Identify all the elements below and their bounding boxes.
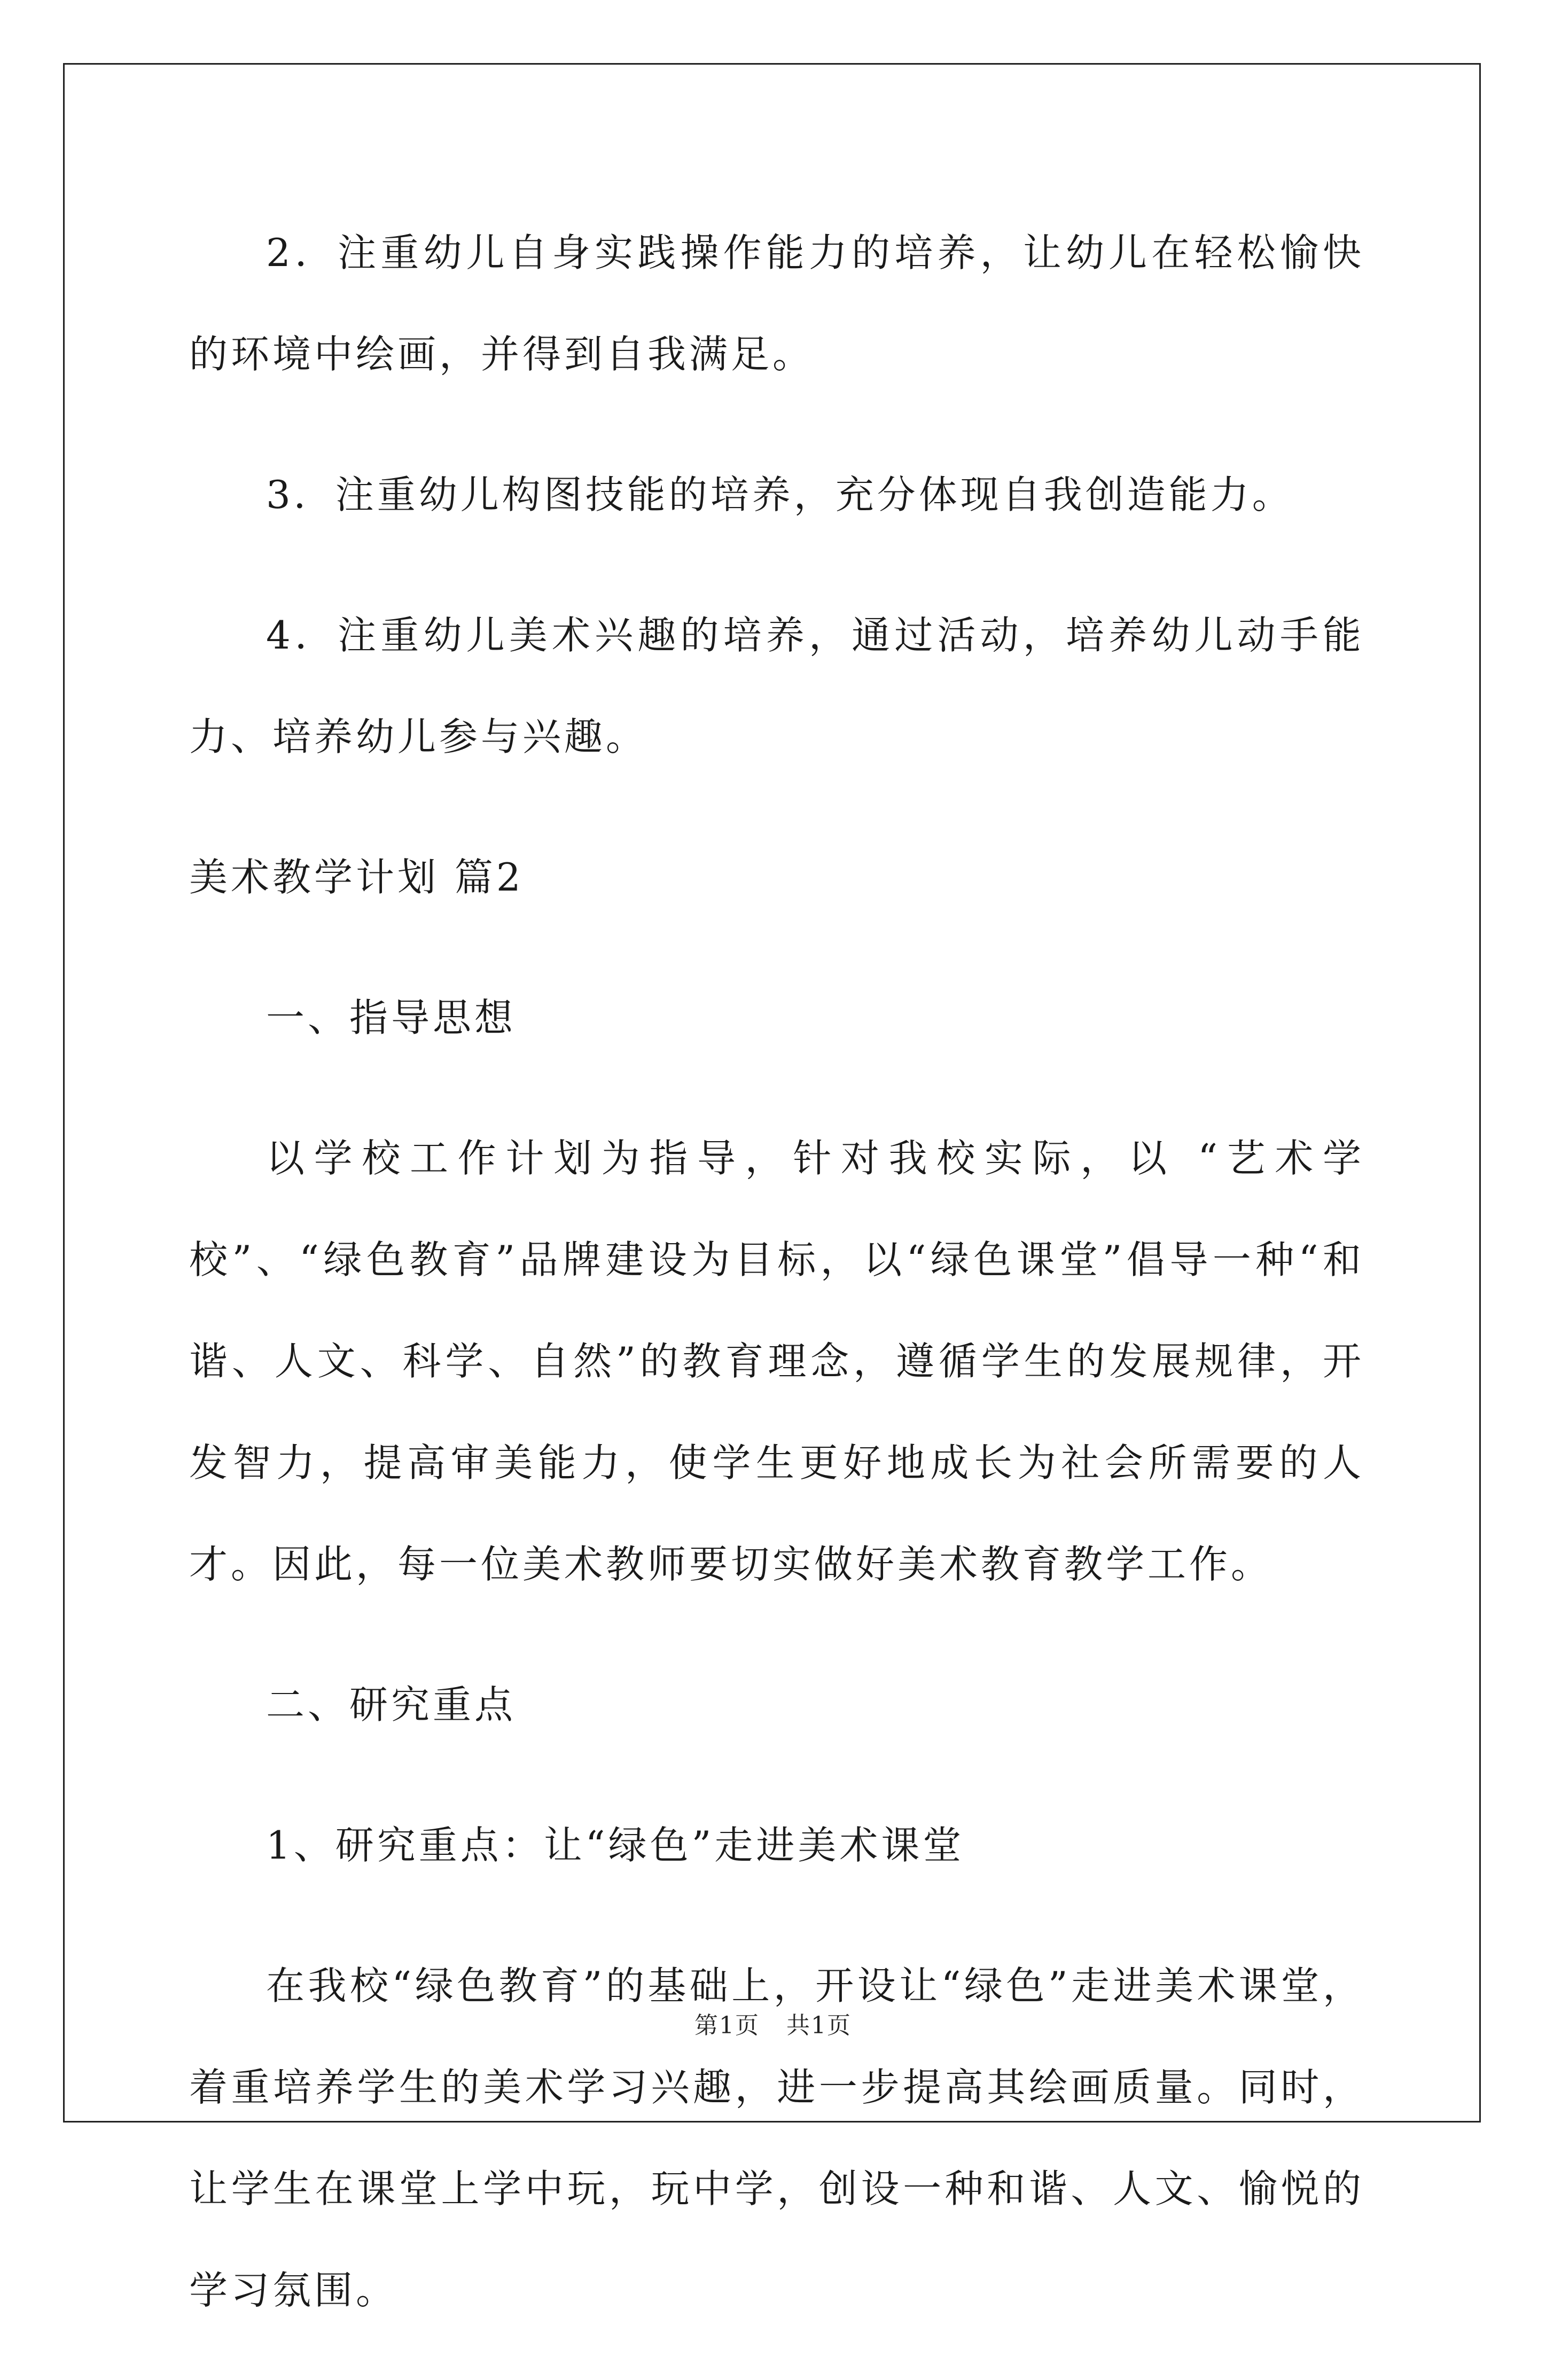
page-footer [0, 2006, 1546, 2040]
heading-guiding-thought: 一、指导思想 [266, 995, 517, 1040]
paragraph-item-2: 2．注重幼儿自身实践操作能力的培养，让幼儿在轻松愉快的环境中绘画，并得到自我满足。 [189, 230, 1364, 377]
page-number-current: 第1页 [694, 2012, 760, 2039]
paragraph-item-3: 3．注重幼儿构图技能的培养，充分体现自我创造能力。 [266, 472, 1294, 517]
document-body [189, 202, 1364, 2380]
paragraph-item-4: 4．注重幼儿美术兴趣的培养，通过活动，培养幼儿动手能力、培养幼儿参与兴趣。 [189, 613, 1364, 759]
page-number-total: 共1页 [786, 2012, 852, 2039]
paragraph-guiding-thought: 以学校工作计划为指导，针对我校实际，以 “艺术学校”、“绿色教育”品牌建设为目标，以“绿色课堂”倡导一种“和谐、人文、科学、自然”的教育理念，遵循学生的发展规律，开发智力，提高审美能力，使学生更好地成长为社会所需要的人才。因此，每一位美术教师要切实做好美术教育教学工作。 [189, 1136, 1364, 1587]
subheading-research-focus-1: 1、研究重点：让“绿色”走进美术课堂 [266, 1823, 965, 1868]
section-title: 美术教学计划 篇2 [189, 855, 524, 900]
heading-research-focus: 二、研究重点 [266, 1682, 517, 1727]
paragraph-research-focus: 在我校“绿色教育”的基础上，开设让“绿色”走进美术课堂，着重培养学生的美术学习兴趣，进一步提高其绘画质量。同时，让学生在课堂上学中玩，玩中学，创设一种和谐、人文、愉悦的学习氛围。 [189, 1963, 1364, 2313]
